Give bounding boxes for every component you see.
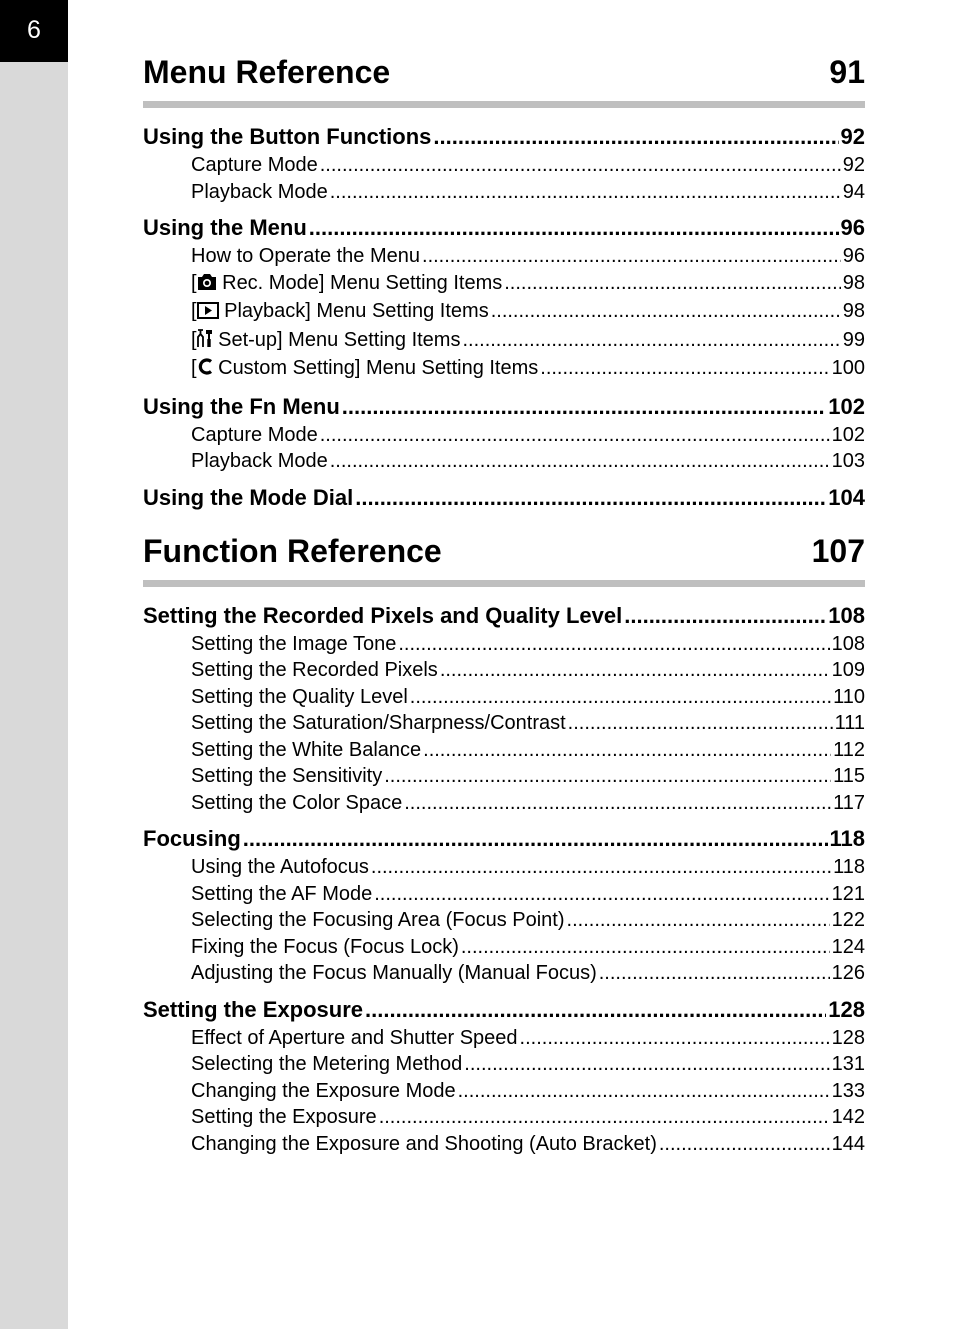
toc-sub-entry[interactable] xyxy=(143,657,865,684)
entry-label: Capture Mode xyxy=(191,423,318,446)
entry-label: Custom Setting] Menu Setting Items xyxy=(212,357,539,379)
toc-sub-entry[interactable] xyxy=(143,298,865,327)
entry-label: Playback] Menu Setting Items xyxy=(218,300,489,322)
toc-sub-entry[interactable] xyxy=(143,179,865,206)
section-page: 108 xyxy=(828,602,865,628)
entry-label: Setting the Color Space xyxy=(191,791,403,814)
entry-label-group xyxy=(191,907,565,934)
entry-page: 122 xyxy=(831,909,865,931)
dot-leader xyxy=(404,790,831,817)
entry-label-group xyxy=(191,934,459,961)
chapter-title: Menu Reference xyxy=(143,54,391,90)
toc-sub-entry[interactable] xyxy=(143,270,865,299)
chapter-page: 107 xyxy=(811,532,865,569)
toc-sub-entry[interactable] xyxy=(143,934,865,961)
dot-leader xyxy=(461,934,830,961)
toc-sub-entry[interactable] xyxy=(143,1131,865,1158)
entry-label: How to Operate the Menu xyxy=(191,245,421,267)
entry-label: Setting the Exposure xyxy=(191,1106,377,1128)
section-page: 102 xyxy=(828,393,865,419)
entry-label: Changing the Exposure and Shooting (Auto Bracket) xyxy=(191,1132,657,1155)
entry-page: 98 xyxy=(842,271,865,294)
page-number: 6 xyxy=(0,0,68,62)
entry-page: 99 xyxy=(842,328,865,351)
chapter-page: 91 xyxy=(829,54,865,90)
entry-label: Set-up] Menu Setting Items xyxy=(212,328,461,351)
entry-label: Setting the White Balance xyxy=(191,738,422,761)
dot-leader xyxy=(355,483,826,513)
entry-label-group xyxy=(191,1078,456,1105)
section-title: Using the Menu xyxy=(143,215,307,240)
custom-c-icon xyxy=(197,357,213,384)
entry-page: 94 xyxy=(842,180,865,203)
entry-page: 133 xyxy=(831,1079,865,1102)
toc-sub-entry[interactable] xyxy=(143,790,865,817)
dot-leader xyxy=(659,1131,830,1158)
entry-label: Playback Mode xyxy=(191,450,328,472)
chapter-rule xyxy=(143,580,865,587)
entry-label-group xyxy=(191,684,408,711)
section-page: 118 xyxy=(829,826,865,851)
section-title: Setting the Recorded Pixels and Quality Level xyxy=(143,602,623,628)
toc-sub-entry[interactable] xyxy=(143,737,865,764)
dot-leader xyxy=(599,960,830,987)
toc-sub-entry[interactable] xyxy=(143,422,865,449)
entry-page: 121 xyxy=(831,882,865,905)
entry-label: Rec. Mode] Menu Setting Items xyxy=(216,271,503,294)
dot-leader xyxy=(371,854,831,881)
side-strip xyxy=(0,0,68,1329)
dot-leader xyxy=(567,907,830,934)
entry-page: 108 xyxy=(831,632,865,655)
section-page: 92 xyxy=(840,124,865,149)
dot-leader xyxy=(504,270,841,297)
entry-page: 118 xyxy=(833,856,865,878)
entry-label: Selecting the Focusing Area (Focus Point) xyxy=(191,909,565,931)
dot-leader xyxy=(384,763,831,790)
dot-leader xyxy=(342,392,827,422)
entry-label-group xyxy=(191,355,538,384)
toc-sub-entry[interactable] xyxy=(143,152,865,179)
dot-leader xyxy=(464,1051,829,1078)
entry-label-group xyxy=(191,737,421,764)
entry-label-group xyxy=(191,710,566,737)
toc-sub-entry[interactable] xyxy=(143,854,865,881)
entry-label: Setting the Recorded Pixels xyxy=(191,659,438,681)
entry-page: 115 xyxy=(833,765,865,787)
entry-label: Playback Mode xyxy=(191,180,328,203)
entry-page: 98 xyxy=(842,300,865,322)
entry-label: Capture Mode xyxy=(191,154,318,176)
entry-page: 110 xyxy=(833,685,865,708)
toc-section-entry[interactable] xyxy=(143,122,865,152)
section-page: 96 xyxy=(840,215,865,240)
dot-leader xyxy=(462,327,840,354)
toc-section-entry[interactable] xyxy=(143,392,865,422)
bracket: [ xyxy=(191,271,197,294)
entry-label-group xyxy=(191,1025,518,1052)
toc-sub-entry[interactable] xyxy=(143,448,865,475)
entry-label-group xyxy=(191,1131,657,1158)
entry-page: 103 xyxy=(831,450,865,472)
dot-leader xyxy=(330,179,841,206)
toc-section-entry[interactable] xyxy=(143,483,865,513)
dot-leader xyxy=(520,1025,830,1052)
entry-label: Setting the Saturation/Sharpness/Contrast xyxy=(191,712,566,734)
entry-label-group xyxy=(191,327,460,356)
entry-page: 117 xyxy=(833,791,865,814)
dot-leader xyxy=(422,243,841,270)
bracket: [ xyxy=(191,300,197,322)
toc-section-entry[interactable] xyxy=(143,601,865,631)
dot-leader xyxy=(243,824,828,854)
entry-page: 131 xyxy=(831,1053,865,1075)
entry-label-group xyxy=(191,422,318,449)
entry-page: 96 xyxy=(842,245,865,267)
dot-leader xyxy=(624,601,826,631)
toc-sub-entry[interactable] xyxy=(143,1051,865,1078)
entry-label: Effect of Aperture and Shutter Speed xyxy=(191,1026,518,1049)
dot-leader xyxy=(410,684,831,711)
toc-sub-entry[interactable] xyxy=(143,1025,865,1052)
entry-page: 142 xyxy=(831,1106,865,1128)
setup-wrench-icon xyxy=(197,329,213,356)
dot-leader xyxy=(440,657,830,684)
toc-section-entry[interactable] xyxy=(143,995,865,1025)
entry-page: 112 xyxy=(833,738,865,761)
chapter-rule xyxy=(143,101,865,108)
entry-label-group xyxy=(191,179,328,206)
chapter-heading xyxy=(143,48,865,96)
section-page: 128 xyxy=(828,996,865,1022)
entry-page: 144 xyxy=(831,1132,865,1155)
entry-label-group xyxy=(191,854,369,881)
toc-section-entry[interactable] xyxy=(143,824,865,854)
entry-label-group xyxy=(191,448,328,475)
entry-page: 102 xyxy=(831,423,865,446)
dot-leader xyxy=(491,298,841,325)
entry-label: Setting the Quality Level xyxy=(191,685,408,708)
entry-label-group xyxy=(191,1051,462,1078)
toc-sub-entry[interactable] xyxy=(143,684,865,711)
dot-leader xyxy=(398,631,829,658)
entry-page: 111 xyxy=(834,712,865,734)
section-page: 104 xyxy=(828,484,865,510)
entry-label: Setting the AF Mode xyxy=(191,882,373,905)
section-title: Setting the Exposure xyxy=(143,996,364,1022)
bracket: [ xyxy=(191,357,197,379)
entry-label: Fixing the Focus (Focus Lock) xyxy=(191,935,459,958)
dot-leader xyxy=(320,422,830,449)
entry-label: Setting the Sensitivity xyxy=(191,765,383,787)
dot-leader xyxy=(540,355,829,382)
dot-leader xyxy=(568,710,833,737)
toc-sub-entry[interactable] xyxy=(143,960,865,987)
dot-leader xyxy=(458,1078,830,1105)
section-title: Using the Fn Menu xyxy=(143,393,340,419)
entry-label-group xyxy=(191,790,402,817)
entry-label-group xyxy=(191,243,420,270)
table-of-contents xyxy=(143,48,865,1157)
entry-page: 124 xyxy=(831,935,865,958)
dot-leader xyxy=(379,1104,830,1131)
toc-sub-entry[interactable] xyxy=(143,763,865,790)
dot-leader xyxy=(433,122,838,152)
entry-label: Setting the Image Tone xyxy=(191,632,397,655)
dot-leader xyxy=(330,448,830,475)
entry-label-group xyxy=(191,881,372,908)
entry-label-group xyxy=(191,763,382,790)
toc-sub-entry[interactable] xyxy=(143,907,865,934)
dot-leader xyxy=(374,881,829,908)
entry-page: 126 xyxy=(831,962,865,984)
entry-page: 100 xyxy=(831,357,865,379)
toc-section-entry[interactable] xyxy=(143,213,865,243)
toc-sub-entry[interactable] xyxy=(143,327,865,356)
entry-label-group xyxy=(191,631,396,658)
entry-label: Changing the Exposure Mode xyxy=(191,1079,456,1102)
dot-leader xyxy=(309,213,839,243)
toc-sub-entry[interactable] xyxy=(143,710,865,737)
entry-label-group xyxy=(191,298,489,327)
toc-sub-entry[interactable] xyxy=(143,243,865,270)
entry-label-group xyxy=(191,152,318,179)
dot-leader xyxy=(320,152,841,179)
entry-label-group xyxy=(191,1104,377,1131)
toc-sub-entry[interactable] xyxy=(143,631,865,658)
dot-leader xyxy=(423,737,831,764)
toc-sub-entry[interactable] xyxy=(143,1078,865,1105)
bracket: [ xyxy=(191,328,197,351)
playback-icon xyxy=(197,300,219,327)
entry-page: 128 xyxy=(831,1026,865,1049)
entry-page: 92 xyxy=(842,154,865,176)
camera-icon xyxy=(197,272,217,299)
toc-sub-entry[interactable] xyxy=(143,355,865,384)
section-title: Using the Mode Dial xyxy=(143,484,354,510)
toc-sub-entry[interactable] xyxy=(143,881,865,908)
section-title: Focusing xyxy=(143,826,241,851)
entry-label: Using the Autofocus xyxy=(191,856,369,878)
entry-page: 109 xyxy=(831,659,865,681)
entry-label: Selecting the Metering Method xyxy=(191,1053,463,1075)
toc-sub-entry[interactable] xyxy=(143,1104,865,1131)
dot-leader xyxy=(365,995,826,1025)
entry-label-group xyxy=(191,657,438,684)
chapter-heading xyxy=(143,527,865,575)
section-title: Using the Button Functions xyxy=(143,124,432,149)
entry-label: Adjusting the Focus Manually (Manual Focus) xyxy=(191,962,597,984)
chapter-title: Function Reference xyxy=(143,532,442,569)
entry-label-group xyxy=(191,960,597,987)
entry-label-group xyxy=(191,270,502,299)
